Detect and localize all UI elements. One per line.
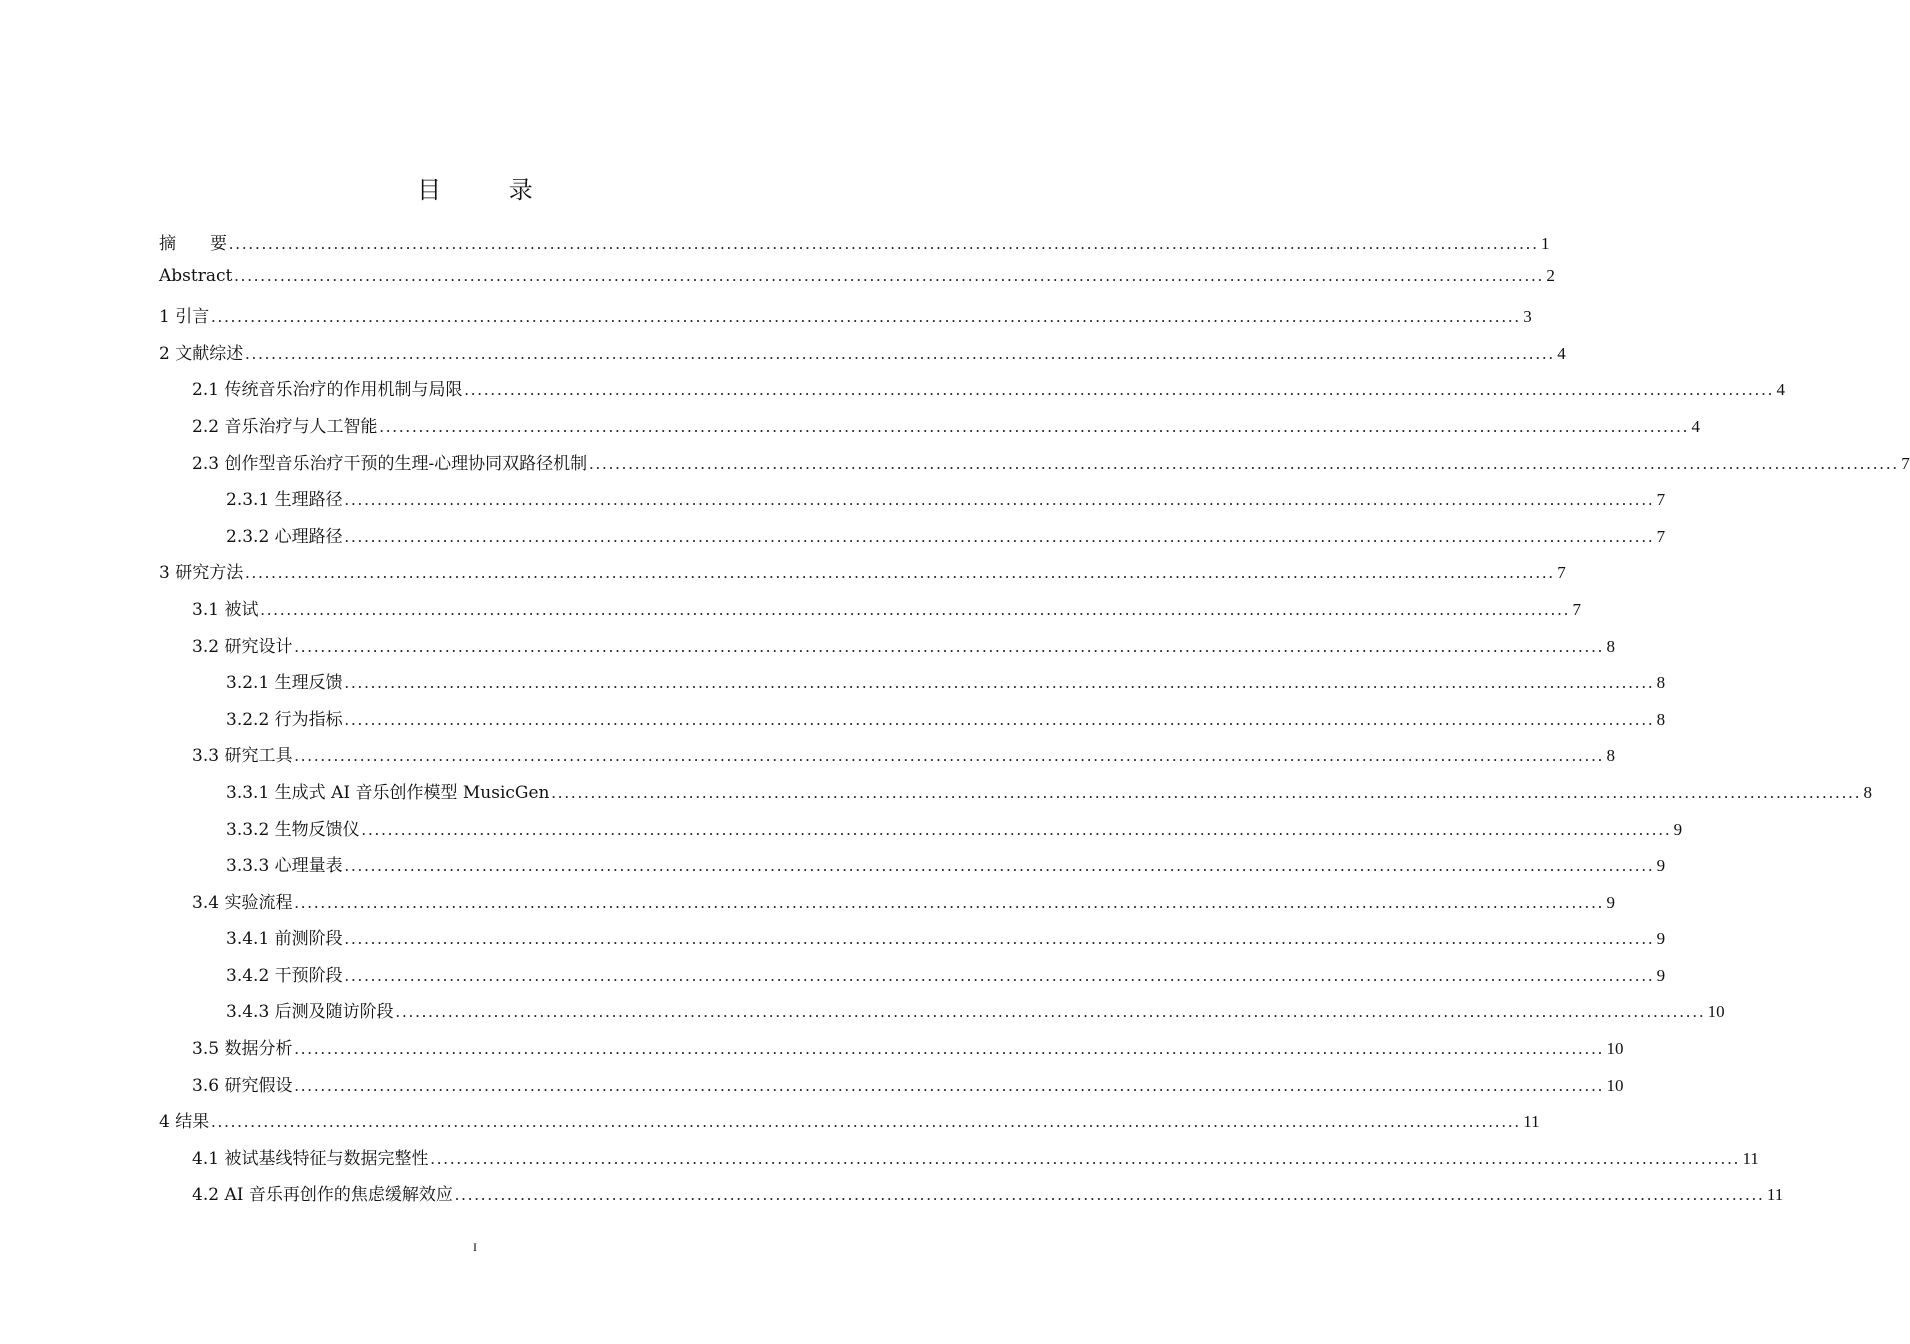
- toc-entry[interactable]: [159, 997, 1725, 1034]
- toc-entry[interactable]: [159, 449, 1910, 486]
- toc-entry-page: 4: [1557, 343, 1566, 363]
- toc-entry-label: 2.3.2 心理路径: [226, 526, 343, 547]
- toc-entry-label: 3.3.2 生物反馈仪: [226, 819, 360, 840]
- toc-entry-page: 10: [1606, 1039, 1624, 1059]
- toc-entry-label: 2.1 传统音乐治疗的作用机制与局限: [192, 380, 463, 401]
- toc-entry[interactable]: [159, 339, 1566, 376]
- toc-entry-label: 3.2.1 生理反馈: [226, 673, 343, 694]
- toc-entry-page: 9: [1656, 965, 1666, 985]
- toc-entry[interactable]: [159, 522, 1666, 559]
- toc-leader-dots: ........................................................................................................................................................................................................: [551, 782, 1862, 802]
- toc-leader-dots: ........................................................................................................................................................................................................: [344, 856, 1655, 876]
- toc-entry-page: 11: [1523, 1112, 1540, 1132]
- toc-entry-label: 2.3.1 生理路径: [226, 490, 343, 511]
- toc-leader-dots: ........................................................................................................................................................................................................: [211, 1112, 1522, 1132]
- toc-entry[interactable]: [159, 1071, 1624, 1108]
- toc-entry-page: 3: [1523, 307, 1532, 327]
- toc-entry-page: 8: [1863, 782, 1872, 802]
- toc-leader-dots: ........................................................................................................................................................................................................: [211, 307, 1522, 327]
- toc-leader-dots: ........................................................................................................................................................................................................: [234, 265, 1545, 285]
- toc-leader-dots: ........................................................................................................................................................................................................: [454, 1185, 1765, 1205]
- toc-entry-label: Abstract: [159, 265, 233, 286]
- toc-entry[interactable]: [159, 412, 1700, 449]
- toc-entry-page: 9: [1656, 929, 1666, 949]
- page-number: I: [473, 1240, 477, 1254]
- toc-entry-label: 3.1 被试: [192, 599, 259, 620]
- toc-entry-page: 9: [1606, 892, 1615, 912]
- toc-entry[interactable]: [159, 485, 1666, 522]
- toc-leader-dots: ........................................................................................................................................................................................................: [294, 636, 1605, 656]
- toc-entry[interactable]: [159, 924, 1666, 961]
- toc-entry-page: 9: [1673, 819, 1683, 839]
- toc-entry[interactable]: [159, 375, 1785, 412]
- toc-entry-page: 8: [1656, 709, 1666, 729]
- toc-entry[interactable]: [159, 705, 1666, 742]
- toc-entry[interactable]: [159, 888, 1615, 925]
- toc-leader-dots: ........................................................................................................................................................................................................: [294, 746, 1605, 766]
- toc-entry-page: 10: [1707, 1002, 1725, 1022]
- toc-entry[interactable]: [159, 961, 1666, 998]
- toc-leader-dots: ........................................................................................................................................................................................................: [344, 673, 1655, 693]
- toc-entry[interactable]: [159, 741, 1615, 778]
- toc-entry-label: 3.6 研究假设: [192, 1075, 293, 1096]
- toc-entry-label: 摘 要: [159, 234, 227, 254]
- toc-leader-dots: ........................................................................................................................................................................................................: [361, 819, 1672, 839]
- toc-entry-label: 1 引言: [159, 307, 210, 328]
- toc-leader-dots: ........................................................................................................................................................................................................: [245, 343, 1556, 363]
- toc-entry-label: 3.4.1 前测阶段: [226, 929, 343, 950]
- toc-entry[interactable]: [159, 302, 1532, 339]
- toc-leader-dots: ........................................................................................................................................................................................................: [294, 892, 1605, 912]
- toc-entry-page: 4: [1776, 380, 1785, 400]
- toc-entry-page: 7: [1656, 526, 1666, 546]
- toc-entry-label: 2 文献综述: [159, 343, 244, 364]
- toc-leader-dots: ........................................................................................................................................................................................................: [260, 599, 1571, 619]
- toc-entry-page: 7: [1901, 453, 1910, 473]
- toc-leader-dots: ........................................................................................................................................................................................................: [395, 1002, 1706, 1022]
- toc-leader-dots: ........................................................................................................................................................................................................: [430, 1148, 1741, 1168]
- toc-entry-page: 4: [1691, 416, 1700, 436]
- toc-entry-label: 2.2 音乐治疗与人工智能: [192, 416, 378, 437]
- toc-entry[interactable]: [159, 851, 1666, 888]
- toc-entry[interactable]: [159, 595, 1581, 632]
- toc-entry-label: 3.4.2 干预阶段: [226, 965, 343, 986]
- toc-leader-dots: ........................................................................................................................................................................................................: [589, 453, 1900, 473]
- toc-leader-dots: ........................................................................................................................................................................................................: [344, 526, 1655, 546]
- toc-entry-label: 3.3.1 生成式 AI 音乐创作模型 MusicGen: [226, 782, 550, 803]
- toc-entry-label: 4.1 被试基线特征与数据完整性: [192, 1148, 429, 1169]
- toc-entry-page: 7: [1656, 490, 1666, 510]
- toc-leader-dots: ........................................................................................................................................................................................................: [344, 929, 1655, 949]
- toc-entry-label: 4 结果: [159, 1112, 210, 1133]
- toc-leader-dots: ........................................................................................................................................................................................................: [294, 1075, 1605, 1095]
- page-title: 目 录: [417, 176, 563, 204]
- toc-leader-dots: ........................................................................................................................................................................................................: [344, 709, 1655, 729]
- toc-leader-dots: ........................................................................................................................................................................................................: [294, 1039, 1605, 1059]
- toc-entry[interactable]: [159, 632, 1615, 669]
- toc-entry-page: 9: [1656, 856, 1666, 876]
- toc-entry-label: 3 研究方法: [159, 563, 244, 584]
- toc-entry-page: 10: [1606, 1075, 1624, 1095]
- toc-entry[interactable]: [159, 265, 1555, 303]
- toc-entry-label: 4.2 AI 音乐再创作的焦虑缓解效应: [192, 1185, 453, 1206]
- toc-entry-page: 2: [1546, 265, 1555, 285]
- toc-entry-page: 8: [1656, 673, 1666, 693]
- toc-leader-dots: ........................................................................................................................................................................................................: [344, 490, 1655, 510]
- toc-entry-page: 7: [1572, 599, 1581, 619]
- toc-entry-label: 3.4 实验流程: [192, 892, 293, 913]
- toc-entry-label: 3.2.2 行为指标: [226, 709, 343, 730]
- toc-entry[interactable]: [159, 815, 1683, 852]
- toc-entry-label: 3.2 研究设计: [192, 636, 293, 657]
- toc-leader-dots: ........................................................................................................................................................................................................: [245, 563, 1556, 583]
- toc-entry-page: 11: [1766, 1185, 1784, 1205]
- toc-entry[interactable]: [159, 1107, 1540, 1144]
- toc-entry-page: 8: [1606, 746, 1615, 766]
- toc-entry-label: 3.3.3 心理量表: [226, 856, 343, 877]
- toc-entry[interactable]: [159, 229, 1550, 266]
- toc-leader-dots: ........................................................................................................................................................................................................: [229, 234, 1539, 253]
- toc-entry[interactable]: [159, 1034, 1624, 1071]
- toc-entry-label: 3.5 数据分析: [192, 1039, 293, 1060]
- toc-entry-page: 8: [1606, 636, 1615, 656]
- toc-entry-label: 3.3 研究工具: [192, 746, 293, 767]
- toc-entry-page: 7: [1557, 563, 1566, 583]
- toc-entry[interactable]: [159, 668, 1666, 705]
- toc-leader-dots: ........................................................................................................................................................................................................: [464, 380, 1775, 400]
- table-of-contents: [159, 229, 1910, 1217]
- toc-entry-label: 3.4.3 后测及随访阶段: [226, 1002, 394, 1023]
- toc-entry[interactable]: [159, 1144, 1759, 1181]
- toc-entry-page: 11: [1742, 1148, 1759, 1168]
- toc-entry[interactable]: [159, 1180, 1784, 1217]
- toc-entry-page: 1: [1541, 234, 1550, 253]
- toc-leader-dots: ........................................................................................................................................................................................................: [379, 416, 1690, 436]
- toc-entry-label: 2.3 创作型音乐治疗干预的生理-心理协同双路径机制: [192, 453, 588, 474]
- toc-entry[interactable]: [159, 558, 1566, 595]
- toc-entry[interactable]: [159, 778, 1872, 815]
- toc-leader-dots: ........................................................................................................................................................................................................: [344, 965, 1655, 985]
